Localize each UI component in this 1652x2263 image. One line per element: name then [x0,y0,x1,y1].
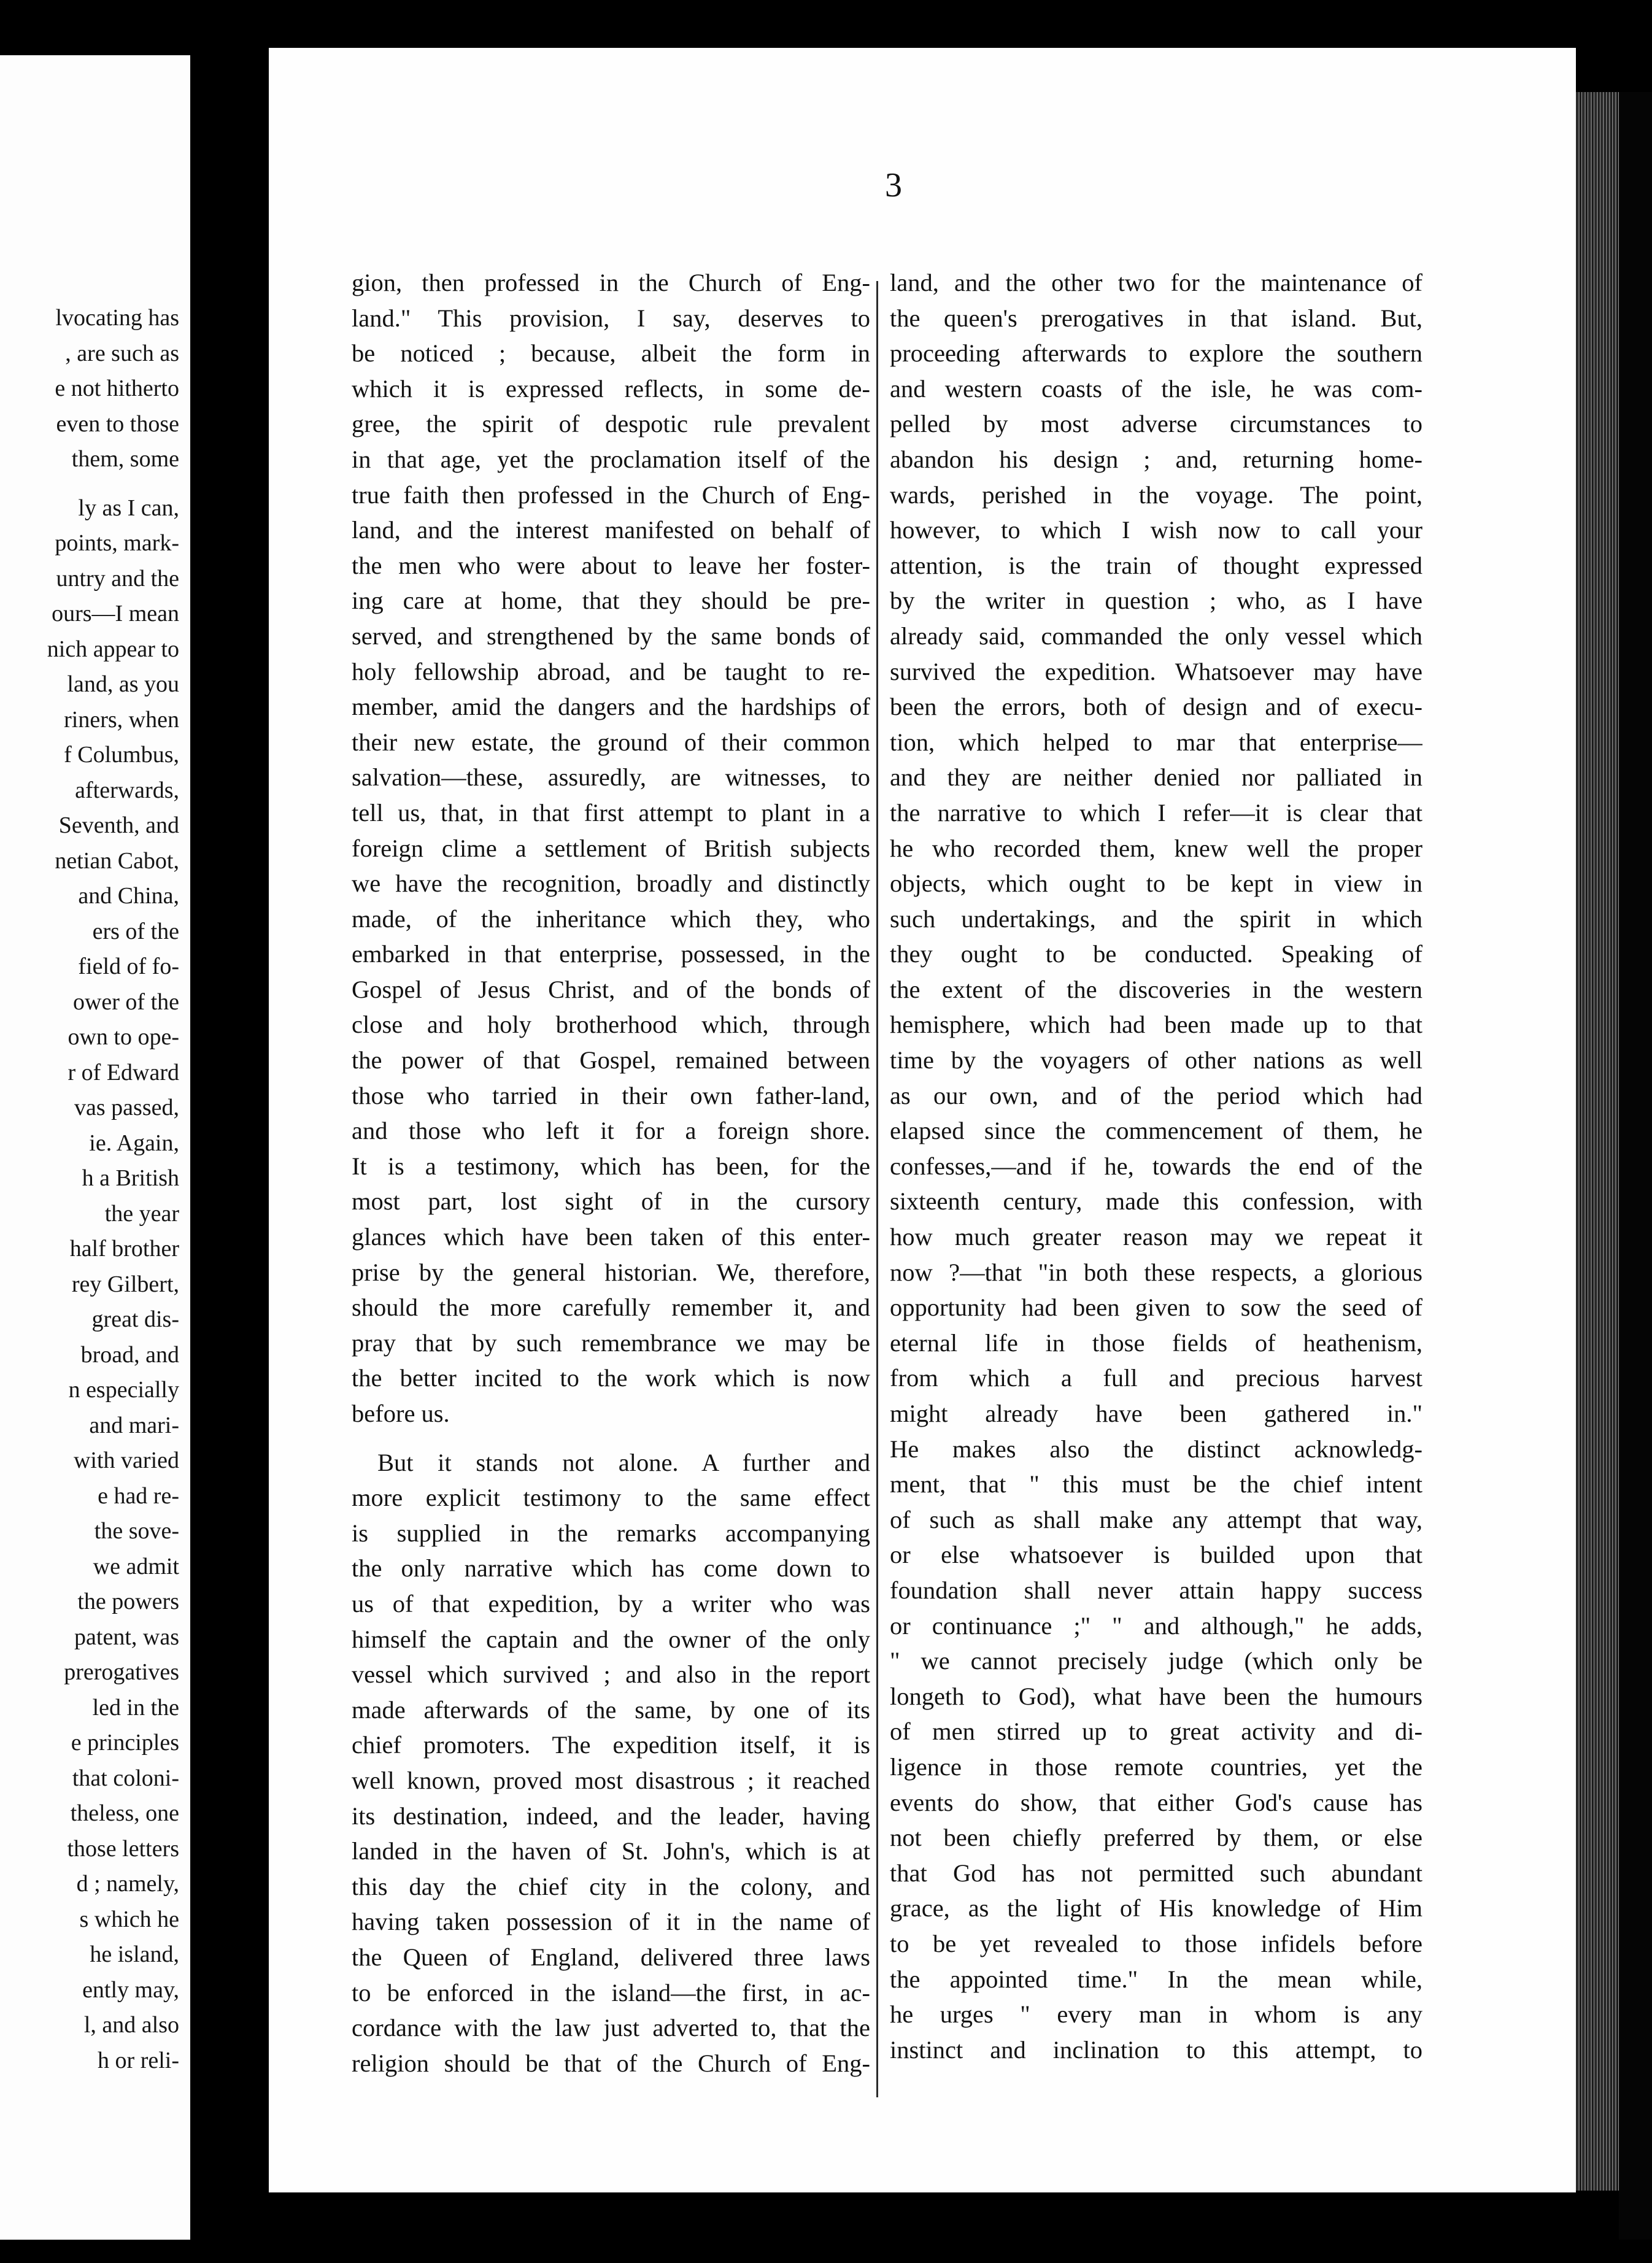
text-line: land." This provision, I say, deserves to [352,304,870,332]
text-line: broad, and [80,1341,179,1368]
text-line: He makes also the distinct acknowledg- [890,1435,1422,1463]
text-line: even to those [56,411,179,437]
column-rule [876,281,878,2097]
text-line: pray that by such remembrance we may be [352,1328,870,1357]
text-line: how much greater reason may we repeat it [890,1223,1422,1251]
text-line: survived the expedition. Whatsoever may have [890,657,1422,685]
text-line: the sove- [94,1518,179,1544]
text-line: the extent of the discoveries in the western [890,975,1422,1003]
text-line: ligence in those remote countries, yet the [890,1752,1422,1781]
book-gutter [190,0,269,2263]
text-line: confesses,—and if he, towards the end of the [890,1152,1422,1180]
text-line: from which a full and precious harvest [890,1364,1422,1392]
text-line: the Queen of England, delivered three laws [352,1943,870,1971]
text-line: abandon his design ; and, returning home- [890,445,1422,473]
text-line: riners, when [64,706,179,733]
paragraph-gap [0,477,179,491]
text-line: afterwards, [75,777,179,803]
text-line: and western coasts of the isle, he was com- [890,374,1422,403]
text-line: tell us, that, in that first attempt to plant in a [352,798,870,827]
text-line: the power of that Gospel, remained between [352,1046,870,1074]
text-line: and those who left it for a foreign shore. [352,1117,870,1145]
text-line: hemisphere, which had been made up to that [890,1011,1422,1039]
text-line: the only narrative which has come down to [352,1554,870,1583]
text-line: sixteenth century, made this confession, with [890,1187,1422,1216]
text-line: h a British [82,1165,179,1191]
text-line: land, and the other two for the maintenance of [890,269,1422,296]
text-line: its destination, indeed, and the leader, having [352,1802,870,1830]
text-line: such undertakings, and the spirit in which [890,904,1422,933]
text-line: this day the chief city in the colony, and [352,1872,870,1900]
text-line: , are such as [65,340,179,366]
text-line: e had re- [98,1482,179,1509]
text-line: elapsed since the commencement of them, he [890,1117,1422,1145]
text-line: Gospel of Jesus Christ, and of the bonds of [352,975,870,1003]
text-line: nich appear to [47,636,179,662]
text-line: d ; namely, [76,1871,179,1897]
text-line: or else whatsoever is builded upon that [890,1541,1422,1569]
text-line: made, of the inheritance which they, who [352,904,870,933]
text-line: gion, then professed in the Church of Eng- [352,269,870,296]
text-line: is supplied in the remarks accompanying [352,1519,870,1547]
text-line: the narrative to which I refer—it is clear that [890,798,1422,827]
text-line: land, and the interest manifested on behalf of [352,516,870,544]
text-line: already said, commanded the only vessel which [890,622,1422,650]
text-line: well known, proved most disastrous ; it reached [352,1766,870,1794]
previous-page-text [0,301,179,2078]
text-line: having taken possession of it in the name of [352,1908,870,1936]
text-line: the powers [77,1589,179,1614]
text-line: the queen's prerogatives in that island. But, [890,304,1422,332]
text-line: opportunity had been given to sow the seed of [890,1293,1422,1322]
text-line: ing care at home, that they should be pre- [352,587,870,615]
text-line: more explicit testimony to the same effect [352,1484,870,1512]
text-line: of such as shall make any attempt that way, [890,1505,1422,1533]
text-line: true faith then professed in the Church of Eng- [352,480,870,509]
text-line: the men who were about to leave her foster- [352,551,870,579]
text-line: netian Cabot, [55,847,179,874]
text-line: ower of the [72,989,179,1015]
text-line: e not hitherto [55,376,179,401]
text-line: and they are neither denied nor palliated in [890,763,1422,792]
text-line: ment, that " this must be the chief intent [890,1470,1422,1498]
text-line: " we cannot precisely judge (which only be [890,1647,1422,1675]
text-line: lvocating has [55,305,179,331]
text-line: prerogatives [64,1659,179,1685]
text-line: e principles [71,1730,179,1756]
text-line: he urges " every man in whom is any [890,2000,1422,2029]
text-line: l, and also [83,2012,179,2038]
text-line: most part, lost sight of in the cursory [352,1187,870,1216]
text-line: he who recorded them, knew well the proper [890,834,1422,862]
text-line: we have the recognition, broadly and distinctly [352,869,870,898]
text-line: embarked in that enterprise, possessed, in the [352,940,870,968]
text-line: been the errors, both of design and of execu- [890,693,1422,721]
text-line: ly as I can, [78,495,179,521]
text-line: ie. Again, [89,1130,179,1156]
text-line: wards, perished in the voyage. The point, [890,480,1422,509]
text-line: events do show, that either God's cause has [890,1788,1422,1816]
text-line: by the writer in question ; who, as I have [890,587,1422,615]
text-line: be noticed ; because, albeit the form in [352,339,870,368]
text-line: chief promoters. The expedition itself, it is [352,1731,870,1759]
text-line: the better incited to the work which is now [352,1364,870,1392]
page-number: 3 [885,166,902,204]
previous-page [0,55,190,2240]
text-line: attention, is the train of thought expressed [890,551,1422,579]
text-line: those who tarried in their own father-land, [352,1081,870,1109]
text-line: should the more carefully remember it, and [352,1293,870,1322]
text-line: objects, which ought to be kept in view in [890,869,1422,898]
text-line: ours—I mean [52,601,179,626]
text-line: of men stirred up to great activity and di- [890,1717,1422,1746]
text-line: in that age, yet the proclamation itself of the [352,445,870,473]
text-line: tion, which helped to mar that enterprise— [890,728,1422,756]
text-line: to be yet revealed to those infidels before [890,1929,1422,1957]
text-line: field of fo- [78,954,179,979]
text-line: theless, one [70,1800,179,1826]
text-line: points, mark- [55,530,179,556]
right-column [890,265,1422,2067]
text-line: rey Gilbert, [71,1271,179,1297]
text-line: however, to which I wish now to call your [890,516,1422,544]
text-line: and mari- [89,1412,179,1438]
text-line: or continuance ;" " and although," he adds, [890,1611,1422,1640]
text-line: f Columbus, [64,742,179,768]
text-line: But it stands not alone. A further and [377,1448,870,1476]
text-line: glances which have been taken of this enter- [352,1223,870,1251]
page-edge [1576,92,1619,2191]
text-line: might already have been gathered in." [890,1400,1422,1427]
text-line: ently may, [82,1976,179,2003]
text-line: patent, was [74,1624,179,1650]
text-line: pelled by most adverse circumstances to [890,410,1422,438]
text-line: religion should be that of the Church of Eng- [352,2049,870,2077]
text-line: It is a testimony, which has been, for the [352,1152,870,1180]
text-line: holy fellowship abroad, and be taught to re- [352,657,870,685]
text-line: cordance with the law just adverted to, that the [352,2014,870,2042]
text-line: n especially [68,1377,179,1403]
text-line: h or reli- [98,2047,179,2073]
text-line: landed in the haven of St. John's, which is at [352,1837,870,1865]
text-line: himself the captain and the owner of the only [352,1625,870,1653]
text-line: land, as you [67,671,179,697]
text-line: made afterwards of the same, by one of its [352,1695,870,1724]
text-line: foundation shall never attain happy success [890,1576,1422,1604]
text-line: the appointed time." In the mean while, [890,1965,1422,1993]
text-line: that God has not permitted such abundant [890,1859,1422,1887]
text-line: which it is expressed reflects, in some de- [352,374,870,403]
text-line: led in the [92,1694,179,1721]
paragraph-gap [352,1432,870,1445]
text-line: half brother [69,1236,179,1262]
text-line: r of Edward [68,1059,179,1085]
text-line: to be enforced in the island—the first, in ac- [352,1978,870,2007]
text-line: instinct and inclination to this attempt, to [890,2035,1422,2064]
text-line: untry and the [56,565,179,592]
text-line: vas passed, [74,1095,179,1120]
text-line: the year [104,1200,179,1227]
text-line: s which he [79,1906,179,1932]
text-line: Seventh, and [58,812,179,838]
text-line: salvation—these, assuredly, are witnesses, to [352,763,870,792]
text-line: own to ope- [68,1024,179,1050]
text-line: close and holy brotherhood which, through [352,1011,870,1039]
text-line: and China, [78,883,179,909]
text-line: eternal life in those fields of heathenism, [890,1328,1422,1357]
text-line: vessel which survived ; and also in the report [352,1660,870,1689]
text-line: foreign clime a settlement of British subjects [352,834,870,862]
text-line: with varied [73,1448,179,1473]
text-line: we admit [93,1553,179,1579]
text-line: those letters [67,1835,179,1862]
text-line: proceeding afterwards to explore the southern [890,339,1422,368]
text-line: their new estate, the ground of their common [352,728,870,756]
text-line: us of that expedition, by a writer who was [352,1589,870,1617]
text-line: not been chiefly preferred by them, or else [890,1824,1422,1852]
text-line: member, amid the dangers and the hardships of [352,693,870,721]
text-line: great dis- [91,1306,179,1332]
text-line: as our own, and of the period which had [890,1081,1422,1109]
left-column [352,265,870,2081]
page-edge-dark [1619,92,1652,2240]
text-line: before us. [352,1400,450,1427]
text-line: he island, [90,1941,179,1967]
text-line: them, some [71,446,179,472]
text-line: time by the voyagers of other nations as well [890,1046,1422,1074]
text-line: ers of the [92,918,179,944]
text-line: they ought to be conducted. Speaking of [890,940,1422,968]
text-line: prise by the general historian. We, therefore, [352,1258,870,1286]
text-line: grace, as the light of His knowledge of Him [890,1894,1422,1922]
text-line: served, and strengthened by the same bonds of [352,622,870,650]
text-line: gree, the spirit of despotic rule prevalent [352,410,870,438]
text-line: longeth to God), what have been the humours [890,1682,1422,1710]
text-line: now ?—that "in both these respects, a glorious [890,1258,1422,1286]
text-line: that coloni- [72,1765,179,1791]
